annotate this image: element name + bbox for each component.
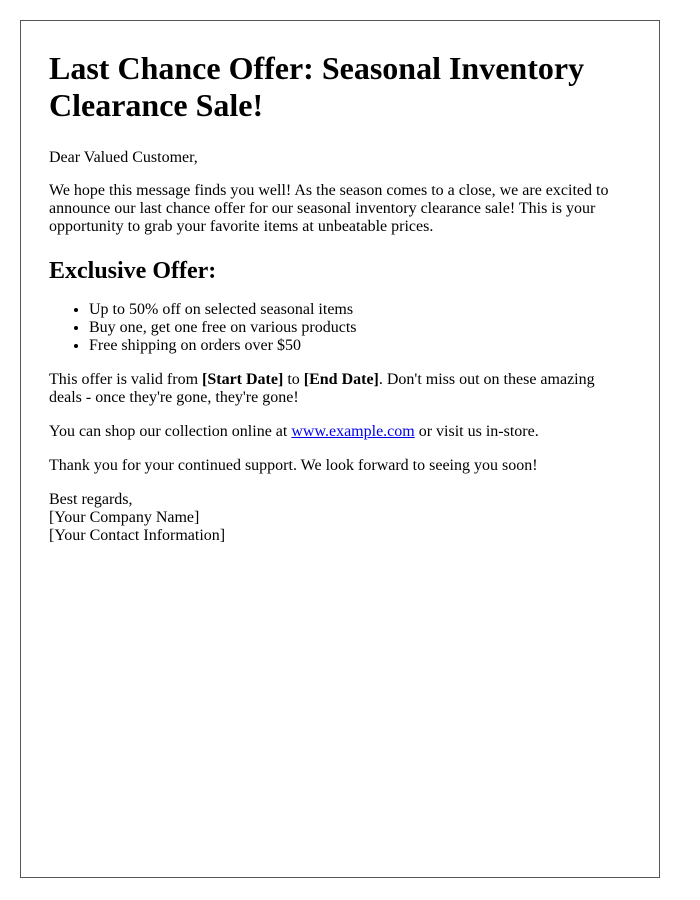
letter-page bbox=[20, 20, 660, 878]
validity-paragraph bbox=[49, 371, 631, 407]
website-link[interactable]: www.example.com bbox=[291, 423, 415, 440]
contact-information: [Your Contact Information] bbox=[49, 527, 226, 544]
letter-title: Last Chance Offer: Seasonal Inventory Clearance Sale! bbox=[49, 50, 585, 123]
end-date: [End Date] bbox=[303, 371, 379, 388]
start-date: [Start Date] bbox=[202, 371, 284, 388]
shop-prefix: You can shop our collection online at bbox=[49, 423, 292, 440]
offer-heading: Exclusive Offer: bbox=[49, 258, 217, 284]
sign-off: Best regards, bbox=[49, 491, 133, 508]
validity-prefix: This offer is valid from bbox=[49, 371, 203, 388]
offer-item: • Up to 50% off on selected seasonal items bbox=[89, 301, 631, 319]
closing-block bbox=[49, 491, 631, 545]
intro-paragraph: We hope this message finds you well! As the season comes to a close, we are excited to announce our last chance offer for our seasonal inventory clearance sale! This is your opportunity to grab your favorite items at unbeatable prices. bbox=[49, 182, 609, 235]
shop-paragraph bbox=[49, 423, 631, 441]
offer-list bbox=[49, 301, 631, 355]
offer-item: • Free shipping on orders over $50 bbox=[89, 337, 631, 355]
company-name: [Your Company Name] bbox=[49, 509, 200, 526]
validity-middle: to bbox=[283, 371, 304, 388]
offer-item: • Buy one, get one free on various products bbox=[89, 319, 631, 337]
salutation: Dear Valued Customer, bbox=[49, 149, 198, 166]
shop-suffix: or visit us in-store. bbox=[414, 423, 539, 440]
thanks-paragraph: Thank you for your continued support. We look forward to seeing you soon! bbox=[49, 457, 538, 474]
validity-suffix: . Don't miss out on these amazing deals - once they're gone, they're gone! bbox=[49, 371, 595, 406]
